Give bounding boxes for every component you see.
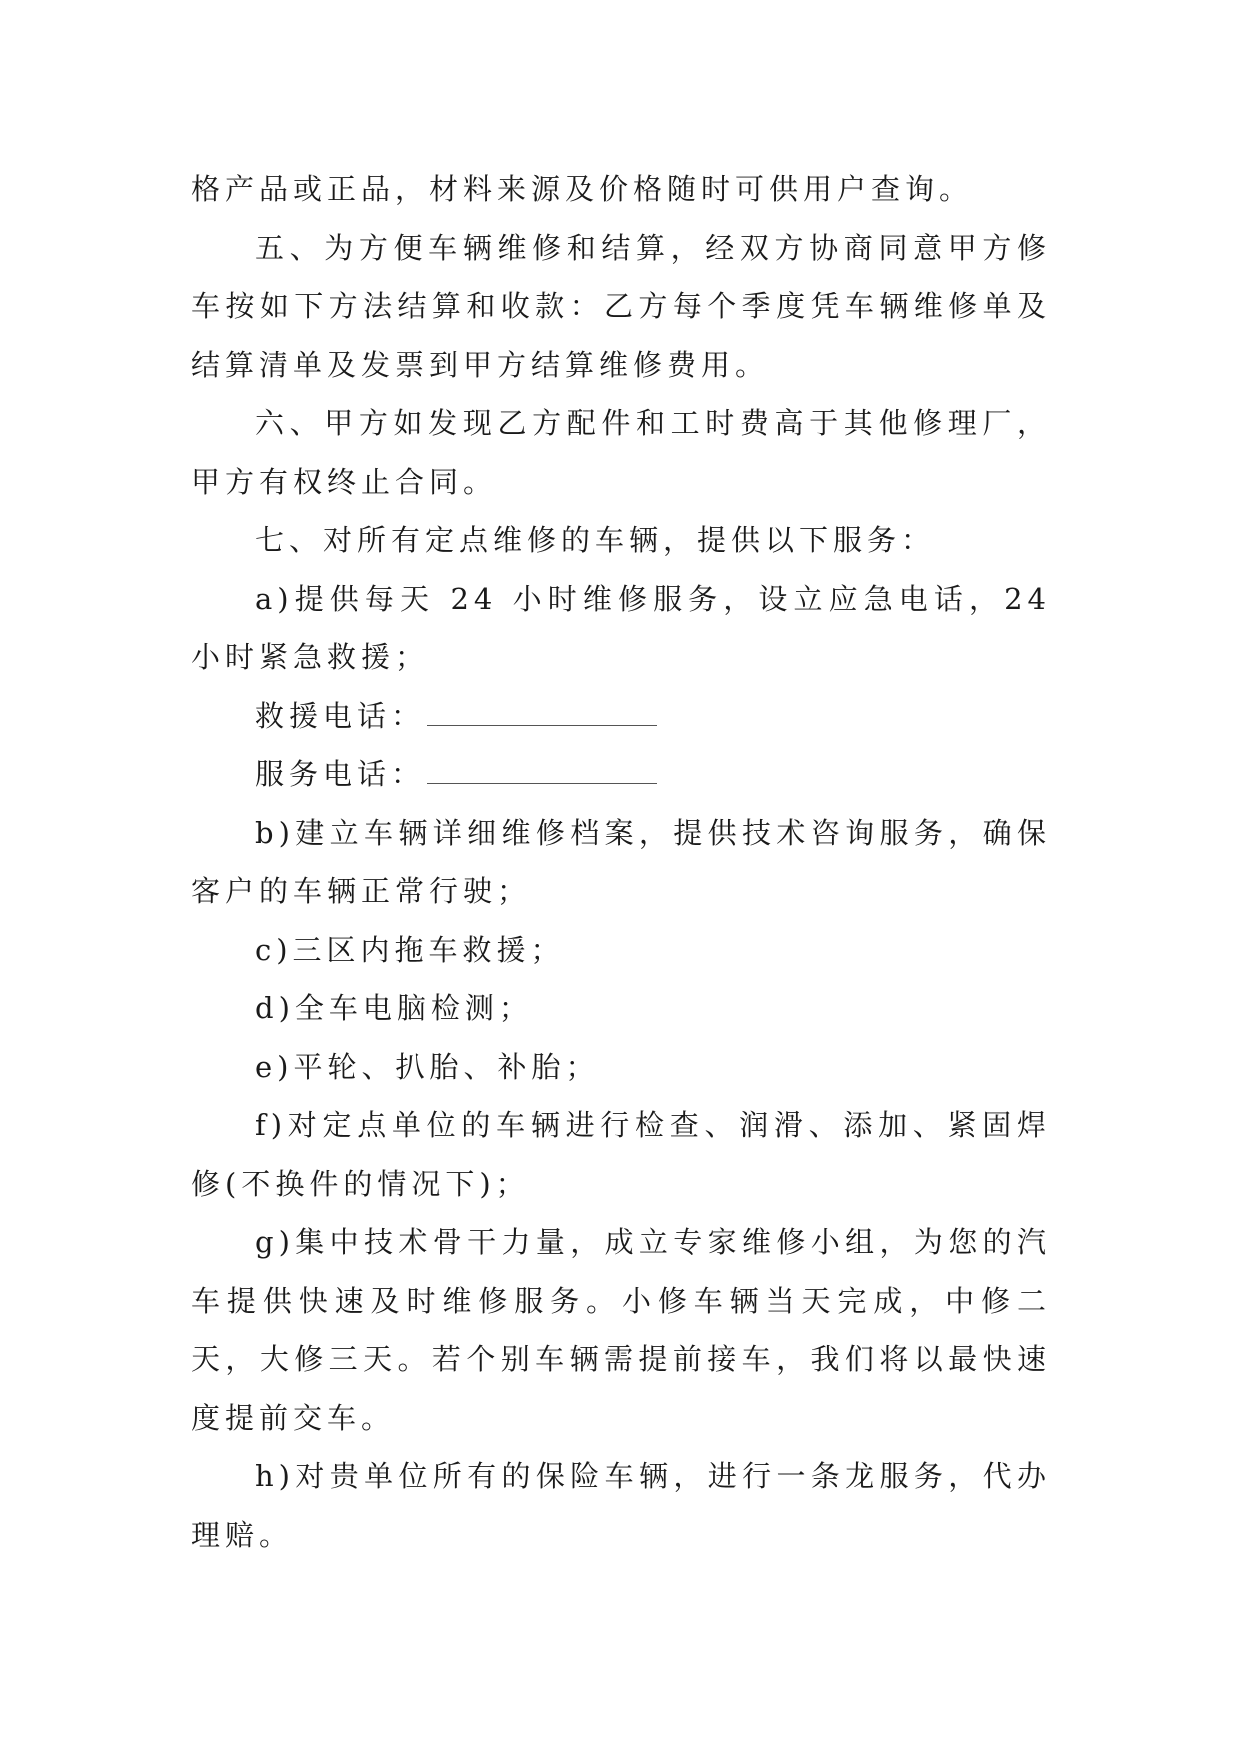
service-item-b: b)建立车辆详细维修档案，提供技术咨询服务，确保客户的车辆正常行驶； bbox=[191, 815, 1051, 908]
service-phone-label: 服务电话： bbox=[255, 757, 426, 791]
service-item-f: f)对定点单位的车辆进行检查、润滑、添加、紧固焊修(不换件的情况下)； bbox=[191, 1108, 1051, 1201]
service-phone-line bbox=[191, 745, 1051, 804]
paragraph-clause-6: 六、甲方如发现乙方配件和工时费高于其他修理厂，甲方有权终止合同。 bbox=[191, 406, 1051, 499]
rescue-phone-line bbox=[191, 687, 1051, 746]
service-phone-blank bbox=[427, 761, 657, 784]
service-item-g: g)集中技术骨干力量，成立专家维修小组，为您的汽车提供快速及时维修服务。小修车辆当天完成，中修二天，大修三天。若个别车辆需提前接车，我们将以最快速度提前交车。 bbox=[191, 1225, 1051, 1435]
service-item-h: h)对贵单位所有的保险车辆，进行一条龙服务，代办理赔。 bbox=[191, 1459, 1051, 1552]
service-item-a: a)提供每天 24 小时维修服务，设立应急电话，24 小时紧急救援； bbox=[191, 581, 1051, 674]
service-item-e: e)平轮、扒胎、补胎； bbox=[255, 1049, 600, 1084]
paragraph-clause-5: 五、为方便车辆维修和结算，经双方协商同意甲方修车按如下方法结算和收款：乙方每个季度凭车辆维修单及结算清单及发票到甲方结算维修费用。 bbox=[191, 230, 1051, 382]
rescue-phone-blank bbox=[427, 703, 657, 726]
document-body bbox=[191, 160, 1051, 1564]
paragraph-continuation: 格产品或正品，材料来源及价格随时可供用户查询。 bbox=[191, 172, 974, 206]
paragraph-clause-7: 七、对所有定点维修的车辆，提供以下服务： bbox=[255, 523, 936, 557]
service-item-d: d)全车电脑检测； bbox=[255, 991, 533, 1025]
rescue-phone-label: 救援电话： bbox=[255, 698, 426, 733]
service-item-c: c)三区内拖车救援； bbox=[255, 932, 565, 967]
